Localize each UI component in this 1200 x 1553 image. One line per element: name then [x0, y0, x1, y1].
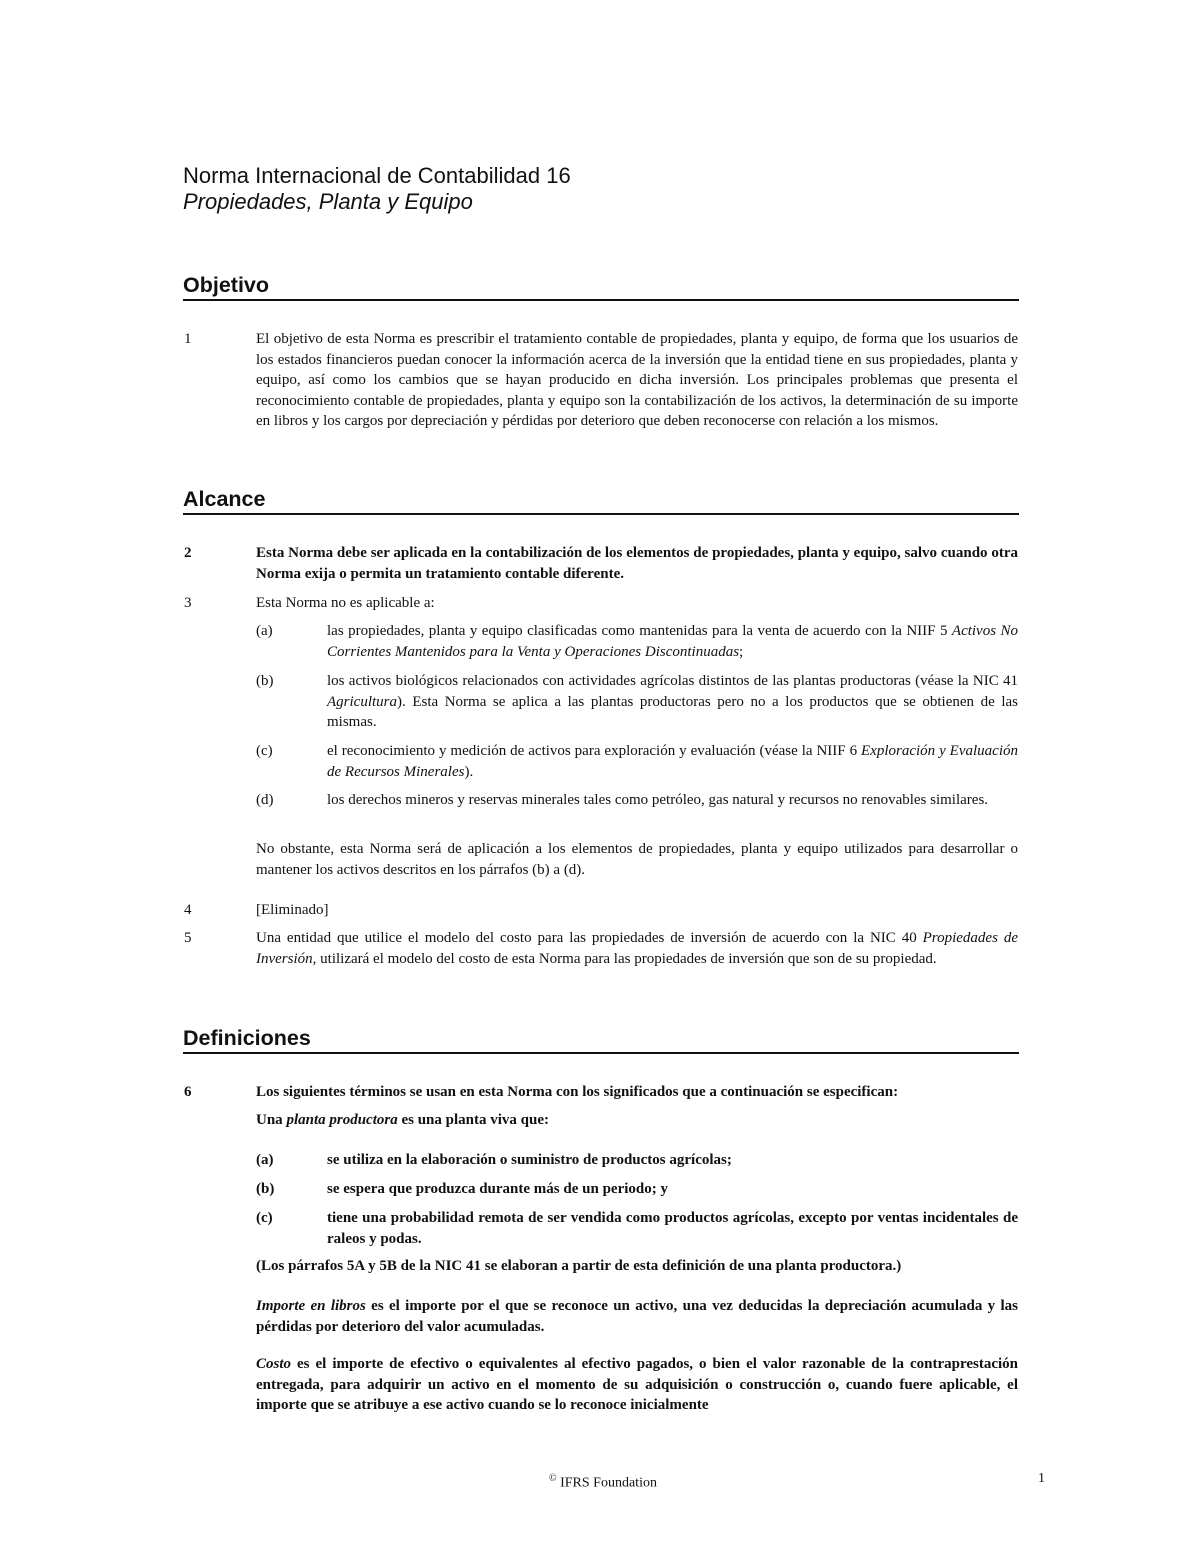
definition-planta-productora: Una planta productora es una planta viva que:	[256, 1112, 550, 1128]
definition-importe-en-libros: Importe en libros es el importe por el que se reconoce un activo, una vez deducidas la depreciación acumulada y las pérdidas por deterioro del valor acumuladas.	[256, 1298, 1018, 1335]
paragraph-number-4: 4	[184, 902, 192, 918]
paragraph-number-2: 2	[184, 545, 192, 561]
list-item-text: los activos biológicos relacionados con actividades agrícolas distintos de las plantas productoras (véase la NIC 41 Agricultura). Esta Norma se aplica a las plantas productoras pero no a los productos que se obtienen de las mismas.	[327, 673, 1018, 731]
paragraph-5-text: Una entidad que utilice el modelo del costo para las propiedades de inversión de acuerdo con la NIC 40 Propiedades de Inversión, utilizará el modelo del costo de esta Norma para las propiedades de inversión que son de su propiedad.	[256, 930, 1018, 967]
definition-costo: Costo es el importe de efectivo o equivalentes al efectivo pagados, o bien el valor razonable de la contraprestación entregada, para adquirir un activo en el momento de su adquisición o construcción o, cuando fuere aplicable, el importe que se atribuye a ese activo cuando se lo reconoce inicialmente	[256, 1356, 1018, 1414]
footer-copyright	[549, 1469, 657, 1494]
list-item-letter: (b)	[256, 1181, 275, 1197]
paragraph-number-6: 6	[184, 1084, 192, 1100]
footer-foundation: IFRS Foundation	[560, 1475, 657, 1491]
paragraph-3-text: Esta Norma no es aplicable a:	[256, 595, 435, 611]
list-item-letter: (a)	[256, 1152, 274, 1168]
list-item-letter: (b)	[256, 673, 274, 689]
list-item-text: las propiedades, planta y equipo clasificadas como mantenidas para la venta de acuerdo con la NIIF 5 Activos No Corrientes Mantenidos para la Venta y Operaciones Discontinuadas;	[327, 623, 1019, 660]
list-item-letter: (a)	[256, 623, 273, 639]
paragraph-number-1: 1	[184, 331, 192, 347]
paragraph-number-5: 5	[184, 930, 192, 946]
paragraph-number-3: 3	[184, 595, 192, 611]
section-heading-objetivo: Objetivo	[183, 272, 1019, 301]
paragraph-1-text: El objetivo de esta Norma es prescribir el tratamiento contable de propiedades, planta y equipo, de forma que los usuarios de los estados financieros puedan conocer la información acerca de la inversión que la entidad tiene en sus propiedades, planta y equipo, así como los cambios que se hayan producido en dicha inversión. Los principales problemas que presenta el reconocimiento contable de propiedades, planta y equipo son la contabilización de los activos, la determinación de su importe en libros y los cargos por depreciación y pérdidas por deterioro que deben reconocerse con relación a los mismos.	[256, 331, 1018, 430]
list-item-text: tiene una probabilidad remota de ser vendida como productos agrícolas, excepto por ventas incidentales de raleos y podas.	[327, 1210, 1018, 1247]
list-item-letter: (c)	[256, 1210, 273, 1226]
document-subtitle: Propiedades, Planta y Equipo	[183, 189, 473, 214]
copyright-symbol: ©	[549, 1473, 557, 1484]
paragraph-4-text: [Eliminado]	[256, 902, 329, 918]
section-heading-alcance: Alcance	[183, 486, 1019, 515]
paragraph-6-text: Los siguientes términos se usan en esta Norma con los significados que a continuación se especifican:	[256, 1084, 899, 1100]
list-item-text: los derechos mineros y reservas minerales tales como petróleo, gas natural y recursos no renovables similares.	[327, 792, 989, 808]
list-item-letter: (d)	[256, 792, 274, 808]
paragraph-3-closing: No obstante, esta Norma será de aplicación a los elementos de propiedades, planta y equipo utilizados para desarrollar o mantener los activos descritos en los párrafos (b) a (d).	[256, 841, 1018, 878]
list-item-letter: (c)	[256, 743, 273, 759]
page-number: 1	[1038, 1471, 1045, 1486]
list-item-text: el reconocimiento y medición de activos para exploración y evaluación (véase la NIIF 6 Exploración y Evaluación de Recursos Minerales).	[327, 743, 1018, 780]
document-title: Norma Internacional de Contabilidad 16	[183, 163, 571, 188]
list-item-text: se utiliza en la elaboración o suministro de productos agrícolas;	[327, 1152, 732, 1168]
paragraph-2-text: Esta Norma debe ser aplicada en la contabilización de los elementos de propiedades, planta y equipo, salvo cuando otra Norma exija o permita un tratamiento contable diferente.	[256, 545, 1018, 582]
list-item-text: se espera que produzca durante más de un periodo; y	[327, 1181, 668, 1197]
section-heading-definiciones: Definiciones	[183, 1025, 1019, 1054]
definition-note: (Los párrafos 5A y 5B de la NIC 41 se elaboran a partir de esta definición de una planta productora.)	[256, 1258, 902, 1274]
